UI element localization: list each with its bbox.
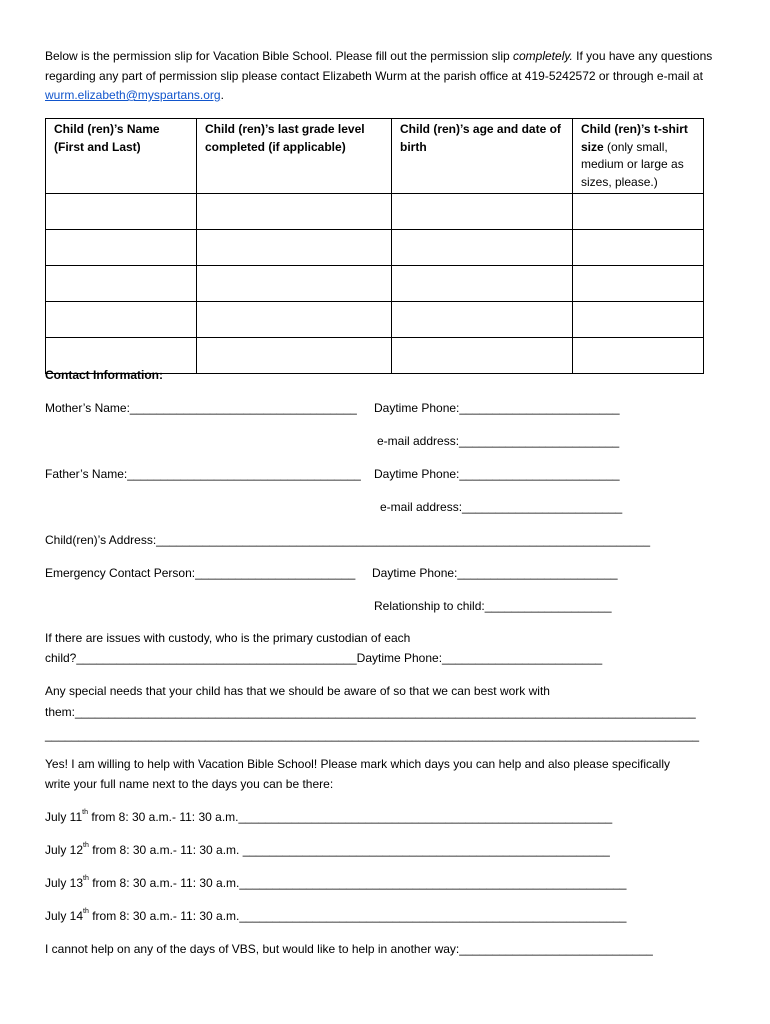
header-child-name: Child (ren)’s Name (First and Last) <box>46 119 197 194</box>
table-cell[interactable] <box>46 266 197 302</box>
table-row <box>46 266 704 302</box>
contact-email-link[interactable]: wurm.elizabeth@myspartans.org <box>45 88 221 102</box>
intro-emphasis: completely. <box>513 49 573 63</box>
volunteer-intro-1: Yes! I am willing to help with Vacation Bible School! Please mark which days you can help and also please specifically <box>45 757 671 771</box>
volunteer-day-july-13[interactable]: July 13th from 8: 30 a.m.- 11: 30 a.m.__________________________________________________________ <box>45 875 627 890</box>
header-grade-level: Child (ren)’s last grade level completed (if applicable) <box>197 119 392 194</box>
table-cell[interactable] <box>392 230 573 266</box>
table-cell[interactable] <box>392 266 573 302</box>
table-cell[interactable] <box>573 194 704 230</box>
mother-email-field[interactable]: e-mail address:________________________ <box>377 434 620 448</box>
volunteer-day-july-14[interactable]: July 14th from 8: 30 a.m.- 11: 30 a.m.__________________________________________________________ <box>45 908 627 923</box>
volunteer-day-july-11[interactable]: July 11th from 8: 30 a.m.- 11: 30 a.m.________________________________________________________ <box>45 809 613 824</box>
table-row <box>46 230 704 266</box>
emergency-phone-field[interactable]: Daytime Phone:________________________ <box>372 566 618 580</box>
father-phone-field[interactable]: Daytime Phone:________________________ <box>374 467 620 481</box>
header-tshirt-size: Child (ren)’s t-shirt size (only small, medium or large as sizes, please.) <box>573 119 704 194</box>
father-name-field[interactable]: Father’s Name:___________________________________ <box>45 467 361 481</box>
table-cell[interactable] <box>46 302 197 338</box>
table-header-row <box>46 119 704 194</box>
mother-phone-field[interactable]: Daytime Phone:________________________ <box>374 401 620 415</box>
volunteer-intro-2: write your full name next to the days you can be there: <box>45 777 334 791</box>
table-row <box>46 302 704 338</box>
table-cell[interactable] <box>573 266 704 302</box>
table-cell[interactable] <box>392 338 573 374</box>
table-cell[interactable] <box>573 230 704 266</box>
table-cell[interactable] <box>197 302 392 338</box>
contact-heading: Contact Information: <box>45 368 163 382</box>
table-cell[interactable] <box>197 338 392 374</box>
other-help-field[interactable]: I cannot help on any of the days of VBS, but would like to help in another way:_____________________________ <box>45 942 653 956</box>
table-cell[interactable] <box>392 194 573 230</box>
relationship-field[interactable]: Relationship to child:___________________ <box>374 599 612 613</box>
table-cell[interactable] <box>573 302 704 338</box>
intro-text-1: Below is the permission slip for Vacation Bible School. Please fill out the permission slip <box>45 49 513 63</box>
volunteer-day-july-12[interactable]: July 12th from 8: 30 a.m.- 11: 30 a.m. _______________________________________________________ <box>45 842 610 857</box>
table-row <box>46 194 704 230</box>
special-needs-field-2[interactable]: __________________________________________________________________________________________________ <box>45 728 700 742</box>
custody-field[interactable]: child?__________________________________________Daytime Phone:________________________ <box>45 651 603 665</box>
table-cell[interactable] <box>46 194 197 230</box>
table-cell[interactable] <box>197 230 392 266</box>
emergency-contact-field[interactable]: Emergency Contact Person:________________________ <box>45 566 356 580</box>
table-cell[interactable] <box>46 230 197 266</box>
table-cell[interactable] <box>392 302 573 338</box>
header-age-dob: Child (ren)’s age and date of birth <box>392 119 573 194</box>
table-cell[interactable] <box>197 266 392 302</box>
intro-text-3: . <box>220 88 224 102</box>
table-cell[interactable] <box>197 194 392 230</box>
intro-text-2: If you have any questions regarding any part of permission slip please contact Elizabeth Wurm at the parish office at 419-5242572 or through e-mail at <box>45 49 713 83</box>
intro-paragraph <box>45 47 735 106</box>
special-needs-question: Any special needs that your child has that we should be aware of so that we can best work with <box>45 684 550 698</box>
mother-name-field[interactable]: Mother’s Name:__________________________________ <box>45 401 357 415</box>
special-needs-field-1[interactable]: them:_____________________________________________________________________________________________ <box>45 705 696 719</box>
table-cell[interactable] <box>573 338 704 374</box>
father-email-field[interactable]: e-mail address:________________________ <box>380 500 623 514</box>
children-table <box>45 118 704 374</box>
child-address-field[interactable]: Child(ren)’s Address:__________________________________________________________________________ <box>45 533 651 547</box>
custody-question: If there are issues with custody, who is the primary custodian of each <box>45 631 411 645</box>
